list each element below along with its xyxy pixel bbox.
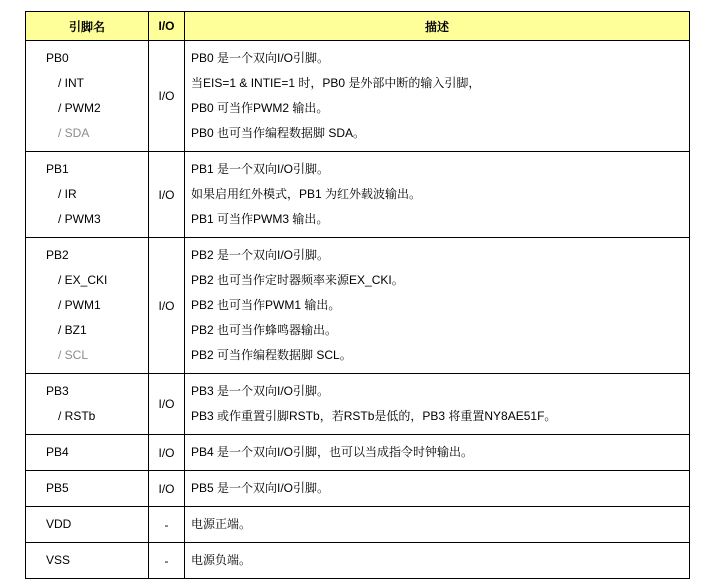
table-row bbox=[26, 507, 690, 543]
description-line: PB4 是一个双向I/O引脚，也可以当成指令时钟输出。 bbox=[191, 445, 474, 459]
description-line: PB0 可当作PWM2 输出。 bbox=[191, 101, 329, 115]
description-cell bbox=[185, 435, 690, 471]
pin-alt-function: / PWM1 bbox=[58, 298, 101, 312]
description-line: PB0 是一个双向I/O引脚。 bbox=[191, 51, 330, 65]
pin-name: PB2 bbox=[46, 248, 69, 262]
pin-name: PB1 bbox=[46, 162, 69, 176]
pin-description-sheet bbox=[25, 11, 689, 579]
io-type-cell: I/O bbox=[149, 152, 185, 238]
description-cell bbox=[185, 543, 690, 579]
header-description: 描述 bbox=[185, 12, 690, 41]
pin-name: PB0 bbox=[46, 51, 69, 65]
description-line: 电源正端。 bbox=[191, 517, 252, 531]
pin-name: PB4 bbox=[46, 445, 69, 459]
description-line: PB3 或作重置引脚RSTb，若RSTb是低的，PB3 将重置NY8AE51F。 bbox=[191, 409, 557, 423]
pin-name: PB5 bbox=[46, 481, 69, 495]
io-type-cell: I/O bbox=[149, 435, 185, 471]
pin-name: VDD bbox=[46, 517, 72, 531]
pin-name-cell bbox=[26, 374, 149, 435]
pin-alt-function: / SCL bbox=[58, 348, 89, 362]
pin-name-cell bbox=[26, 507, 149, 543]
pin-name: PB3 bbox=[46, 384, 69, 398]
description-cell bbox=[185, 41, 690, 152]
description-line: 当EIS=1 & INTIE=1 时，PB0 是外部中断的输入引脚， bbox=[191, 76, 481, 90]
pin-name: VSS bbox=[46, 553, 71, 567]
pin-name-cell bbox=[26, 152, 149, 238]
table-row bbox=[26, 152, 690, 238]
io-type-cell: I/O bbox=[149, 41, 185, 152]
description-line: PB3 是一个双向I/O引脚。 bbox=[191, 384, 330, 398]
io-type-cell: I/O bbox=[149, 374, 185, 435]
pin-alt-function: / INT bbox=[58, 76, 84, 90]
description-line: PB2 也可当作PWM1 输出。 bbox=[191, 298, 341, 312]
table-row bbox=[26, 374, 690, 435]
description-line: PB5 是一个双向I/O引脚。 bbox=[191, 481, 330, 495]
description-cell bbox=[185, 374, 690, 435]
description-cell bbox=[185, 238, 690, 374]
pin-description-table bbox=[25, 11, 690, 579]
description-line: PB2 是一个双向I/O引脚。 bbox=[191, 248, 330, 262]
table-header-row bbox=[26, 12, 690, 41]
pin-alt-function: / SDA bbox=[58, 126, 90, 140]
pin-alt-function: / BZ1 bbox=[58, 323, 87, 337]
description-line: 如果启用红外模式，PB1 为红外载波输出。 bbox=[191, 187, 422, 201]
description-cell bbox=[185, 152, 690, 238]
pin-alt-function: / PWM2 bbox=[58, 101, 101, 115]
description-cell bbox=[185, 471, 690, 507]
io-type-cell: - bbox=[149, 543, 185, 579]
table-row bbox=[26, 238, 690, 374]
table-row bbox=[26, 543, 690, 579]
description-line: PB1 可当作PWM3 输出。 bbox=[191, 212, 329, 226]
pin-name-cell bbox=[26, 41, 149, 152]
description-line: PB1 是一个双向I/O引脚。 bbox=[191, 162, 330, 176]
description-line: PB2 也可当作蜂鸣器输出。 bbox=[191, 323, 338, 337]
table-row bbox=[26, 41, 690, 152]
pin-alt-function: / IR bbox=[58, 187, 77, 201]
description-line: PB2 也可当作定时器频率来源EX_CKI。 bbox=[191, 273, 404, 287]
pin-alt-function: / EX_CKI bbox=[58, 273, 108, 287]
table-body bbox=[26, 41, 690, 579]
pin-name-cell bbox=[26, 238, 149, 374]
description-cell bbox=[185, 507, 690, 543]
io-type-cell: I/O bbox=[149, 471, 185, 507]
pin-name-cell bbox=[26, 543, 149, 579]
table-row bbox=[26, 471, 690, 507]
pin-alt-function: / PWM3 bbox=[58, 212, 101, 226]
pin-alt-function: / RSTb bbox=[58, 409, 96, 423]
header-io: I/O bbox=[149, 12, 185, 41]
io-type-cell: - bbox=[149, 507, 185, 543]
pin-name-cell bbox=[26, 471, 149, 507]
description-line: PB0 也可当作编程数据脚 SDA。 bbox=[191, 126, 366, 140]
header-pin-name: 引脚名 bbox=[26, 12, 149, 41]
description-line: PB2 可当作编程数据脚 SCL。 bbox=[191, 348, 352, 362]
table-row bbox=[26, 435, 690, 471]
description-line: 电源负端。 bbox=[191, 553, 252, 567]
pin-name-cell bbox=[26, 435, 149, 471]
io-type-cell: I/O bbox=[149, 238, 185, 374]
